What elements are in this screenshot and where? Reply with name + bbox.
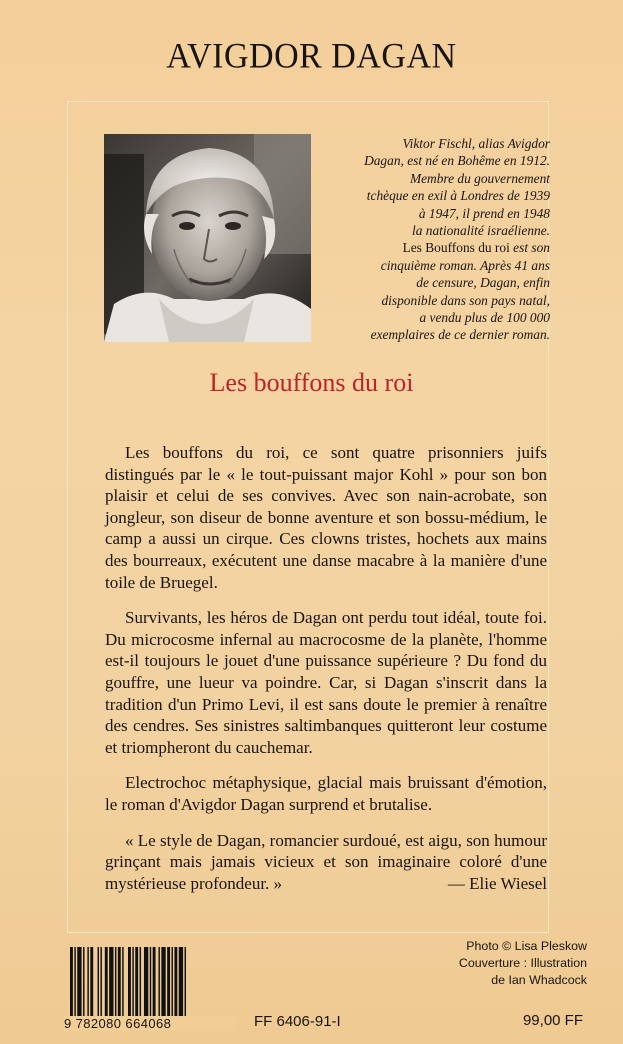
barcode-bar — [109, 947, 113, 1019]
barcode-bar — [100, 947, 101, 1019]
bio-text: à 1947, il prend en 1948 — [418, 205, 550, 221]
blurb-paragraph: Les bouffons du roi, ce sont quatre prisonniers juifs distingués par le « le tout-puissant major Kohl » pour son bon plaisir et celui de ses convives. Avec son nain-acrobate, son jongleur, son diseur de bonne aventure et son bossu-médium, le camp a aussi un cirque. Ces clowns tristes, hochets aux mains des bourreaux, exécutent une danse macabre à la manière d'une toile de Bruegel. — [105, 443, 547, 592]
barcode-bar — [122, 947, 123, 1019]
photo-credit: Photo © Lisa Pleskow — [466, 939, 587, 953]
bio-text: exemplaires de ce dernier roman. — [370, 327, 550, 343]
bio-text: a vendu plus de 100 000 — [419, 310, 550, 326]
bio-line — [320, 152, 550, 169]
barcode-bar — [140, 947, 141, 1019]
barcode-bar — [83, 947, 84, 1019]
cover-credit: Couverture : Illustration — [458, 956, 587, 970]
bio-text: disponible dans son pays natal, — [381, 292, 550, 308]
credits — [387, 938, 587, 989]
bio-line — [320, 326, 550, 343]
barcode-bar — [135, 947, 138, 1019]
author-name: AVIGDOR DAGAN — [166, 37, 457, 76]
barcode-bar — [150, 947, 151, 1019]
bio-text: la nationalité israélienne. — [412, 223, 550, 239]
barcode-digits: 9 782080 664068 — [64, 1016, 236, 1031]
barcode-bar — [118, 947, 121, 1019]
bio-text: tchèque en exil à Londres de 1939 — [366, 188, 550, 204]
product-code: FF 6406-91-I — [254, 1013, 341, 1030]
barcode-bar — [87, 947, 88, 1019]
barcode-bar — [98, 947, 99, 1019]
cover-credit-name: de Ian Whadcock — [491, 973, 587, 987]
barcode-bar — [144, 947, 148, 1019]
bio-line — [320, 239, 550, 256]
blurb-paragraph: Survivants, les héros de Dagan ont perdu tout idéal, toute foi. Du microcosme infernal au macrocosme de la planète, l'homme est-il toujours le jouet d'une puissance supérieure ? Du fond du gouffre, une lueur va poindre. Car, si Dagan s'inscrit dans la tradition d'un Primo Levi, il est sans doute le premier à renaître des cendres. Ses sinistres saltimbanques quitteront leur costume et triompheront du cauchemar. — [105, 608, 547, 757]
bio-line — [320, 170, 550, 187]
bio-line — [320, 222, 550, 239]
barcode-bar — [174, 947, 177, 1019]
bio-text: Dagan, est né en Bohême en 1912. — [364, 153, 550, 169]
book-title: Les bouffons du roi — [209, 368, 414, 397]
barcode-bar — [105, 947, 108, 1019]
blurb — [105, 442, 547, 908]
barcode-bar — [179, 947, 183, 1019]
price: 99,00 FF — [522, 1012, 583, 1029]
bio-text: cinquième roman. Après 41 ans — [380, 257, 550, 273]
barcode-bar — [90, 947, 93, 1019]
bio-text: Viktor Fischl, alias Avigdor — [402, 136, 550, 151]
quote-text: « Le style de Dagan, romancier surdoué, est aigu, son humour grinçant mais jamais vicieux et son imaginaire coloré d'une mystérieuse profondeur. » — [105, 830, 547, 893]
barcode-bar — [128, 947, 131, 1019]
bio-line — [320, 257, 550, 274]
bio-line — [320, 274, 550, 291]
barcode-bar — [77, 947, 81, 1019]
bio-line — [320, 135, 550, 152]
blurb-paragraph: Electrochoc métaphysique, glacial mais bruissant d'émotion, le roman d'Avigdor Dagan surprend et brutalise. — [105, 773, 547, 814]
bio-line — [320, 292, 550, 309]
quote-attribution: — Elie Wiesel — [447, 873, 547, 893]
author-bio — [320, 135, 550, 344]
author-photo — [104, 134, 311, 342]
barcode-bar — [167, 947, 170, 1019]
bio-line — [320, 205, 550, 222]
barcode-bar — [158, 947, 159, 1019]
bio-text-rest: est son — [509, 240, 550, 256]
barcode-bar — [172, 947, 173, 1019]
barcode-bar — [115, 947, 116, 1019]
bio-line — [320, 187, 550, 204]
barcode-bar — [161, 947, 165, 1019]
bio-line — [320, 309, 550, 326]
bio-text: Les Bouffons du roi — [402, 240, 510, 256]
review-quote — [105, 830, 547, 895]
bio-text: de censure, Dagan, enfin — [416, 275, 550, 291]
barcode-bar — [153, 947, 156, 1019]
bio-text: Membre du gouvernement — [409, 170, 550, 186]
